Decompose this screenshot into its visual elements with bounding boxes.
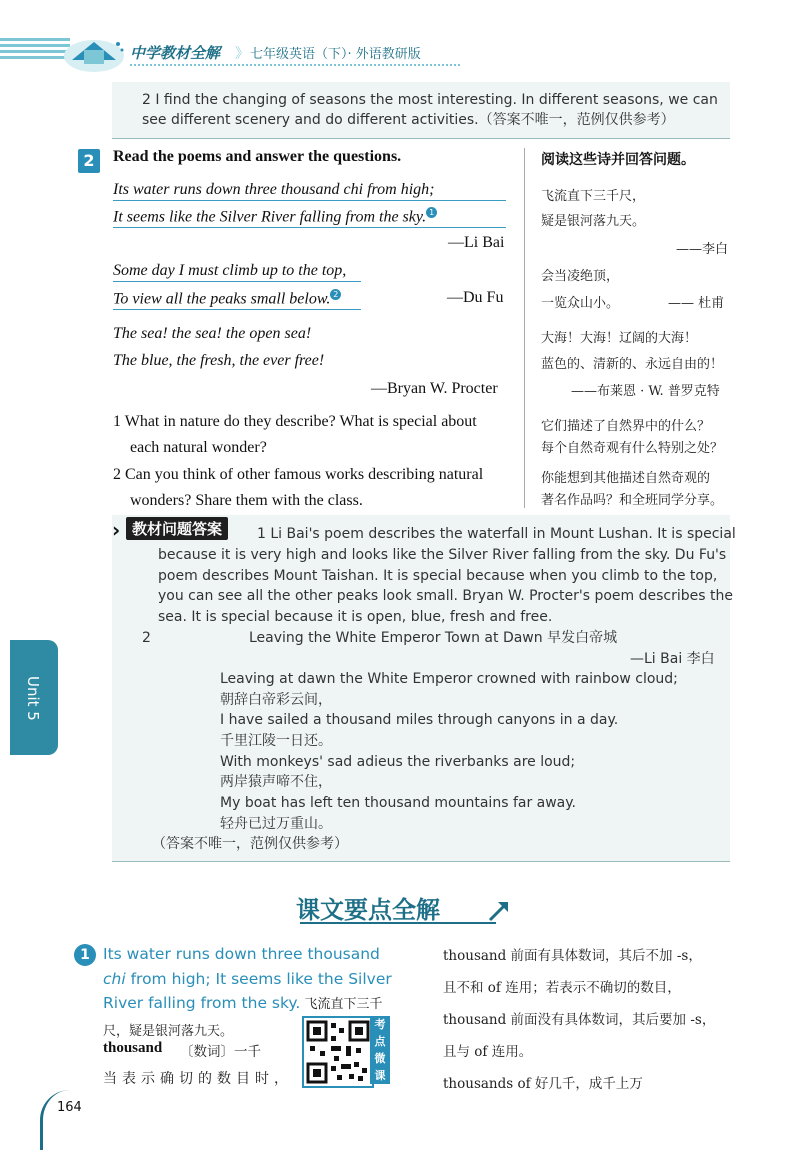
question-1-line1: 1 What in nature do they describe? What is special about — [113, 413, 477, 430]
poem2-line1: Some day I must climb up to the top, — [113, 262, 361, 282]
section-title: Read the poems and answer the questions. — [113, 148, 402, 165]
qr-label: 考点微课 — [370, 1016, 390, 1084]
answer-p1-line5: sea. It is special because it is open, blue, fresh and free. — [158, 609, 553, 625]
explanation-line: 且与 of 连用。 — [443, 1044, 533, 1060]
unit-label: Unit 5 — [24, 676, 42, 721]
explanation-line: thousand 前面有具体数词，其后不加 -s， — [443, 948, 702, 964]
explanation-line: 且不和 of 连用；若表示不确切的数目， — [443, 980, 681, 996]
answer-p2-line: I have sailed a thousand miles through canyons in a day. — [220, 712, 619, 728]
header-separator: 》 — [235, 46, 249, 62]
poem1-line2: It seems like the Silver River falling from the sky. 1 — [113, 207, 506, 228]
poem2-cn-author: —— 杜甫 — [668, 296, 725, 311]
poem1-cn-line2: 疑是银河落九天。 — [541, 214, 646, 229]
question-2-line2: wonders? Share them with the class. — [130, 492, 363, 509]
section-heading: 课文要点全解 — [296, 896, 440, 924]
point1-word: thousand — [103, 1040, 163, 1056]
qr-code-icon[interactable] — [302, 1016, 374, 1088]
question-2-line1: 2 Can you think of other famous works describing natural — [113, 466, 484, 483]
answer-p1-line4: you can see all the other peaks look small. Bryan W. Procter's poem describes the — [158, 588, 733, 604]
poem1-author: —Li Bai — [448, 234, 505, 251]
section-title-cn: 阅读这些诗并回答问题。 — [541, 152, 695, 168]
poem3-line2: The blue, the fresh, the ever free! — [113, 352, 325, 369]
book-logo-icon — [62, 30, 126, 74]
question-1-line2: each natural wonder? — [130, 439, 267, 456]
arrow-up-right-icon — [488, 898, 510, 922]
answer-p2-line: 轻舟已过万重山。 — [220, 816, 332, 832]
chevron-right-icon: › — [112, 518, 121, 542]
point-number: 1 — [74, 944, 96, 966]
question-1-cn-line1: 它们描述了自然界中的什么？ — [541, 419, 711, 434]
poem3-line1: The sea! the sea! the open sea! — [113, 325, 312, 342]
answer-p2-line: Leaving at dawn the White Emperor crowned with rainbow cloud; — [220, 671, 678, 687]
answer-p2-line: My boat has left ten thousand mountains far away. — [220, 795, 577, 811]
explanation-line: thousands of 好几千，成千上万 — [443, 1076, 643, 1092]
header-stripes — [0, 38, 70, 68]
point1-explanation — [443, 940, 743, 1100]
book-title: 中学教材全解 — [130, 44, 221, 62]
point1-sentence: Its water runs down three thousand chi from high; It seems like the Silver River falling from the sky. 飞流直下三千尺，疑是银河落九天。 — [103, 945, 392, 1039]
answer-top-text: 2 I find the changing of seasons the most interesting. In different seasons, we can see different scenery and do different activities.（答案不唯一，范例仅供参考） — [142, 92, 718, 128]
answer-p2-number: 2 — [142, 630, 151, 646]
poem2-cn-line1: 会当凌绝顶， — [541, 269, 620, 284]
answer-p1-line3: poem describes Mount Taishan. It is special because when you climb to the top, — [158, 568, 718, 584]
answer-p1-line1: 1 Li Bai's poem describes the waterfall in Mount Lushan. It is special — [257, 526, 736, 542]
section-number: 2 — [78, 149, 100, 173]
page-number-curve — [40, 1090, 83, 1150]
poem1-cn-author: ——李白 — [676, 242, 729, 257]
answer-p2-line: 两岸猿声啼不住， — [220, 774, 332, 790]
answer-p2-title: Leaving the White Emperor Town at Dawn 早发白帝城 — [249, 630, 618, 646]
answer-p1-line2: because it is very high and looks like the Silver River falling from the sky. Du Fu's — [158, 547, 727, 563]
question-2-cn-line1: 你能想到其他描述自然奇观的 — [541, 471, 711, 486]
page-number: 164 — [57, 1100, 82, 1115]
poem1-cn-line1: 飞流直下三千尺， — [541, 189, 646, 204]
poem3-cn-author: ——布莱恩 · W. 普罗克特 — [571, 384, 720, 399]
column-divider — [524, 148, 525, 508]
answer-p2-line: 千里江陵一日还。 — [220, 733, 332, 749]
answer-p2-line: With monkeys' sad adieus the riverbanks are loud; — [220, 754, 576, 770]
poem1-line1: Its water runs down three thousand chi from high; — [113, 181, 506, 201]
answer-note: （答案不唯一，范例仅供参考） — [152, 836, 348, 852]
footnote-2-icon: 2 — [330, 289, 341, 300]
poem3-author: —Bryan W. Procter — [371, 380, 498, 397]
unit-side-tab — [10, 640, 58, 755]
book-subtitle: 七年级英语（下）· 外语教研版 — [250, 47, 421, 62]
poem2-line2: To view all the peaks small below. 2 — [113, 289, 361, 310]
section-heading-underline — [300, 922, 496, 924]
footnote-1-icon: 1 — [426, 207, 437, 218]
answer-box-top — [112, 82, 730, 139]
poem3-cn-line1: 大海！大海！辽阔的大海！ — [541, 331, 698, 346]
question-1-cn-line2: 每个自然奇观有什么特别之处？ — [541, 441, 724, 456]
question-2-cn-line2: 著名作品吗？和全班同学分享。 — [541, 493, 724, 508]
poem2-cn-line2: 一览众山小。 — [541, 296, 620, 311]
answer-p2-author: —Li Bai 李白 — [630, 651, 715, 667]
header-dotted-line — [130, 64, 460, 66]
poem3-cn-line2: 蓝色的、清新的、永远自由的！ — [541, 357, 724, 372]
answer-badge: 教材问题答案 — [126, 517, 228, 540]
poem2-author: —Du Fu — [447, 289, 504, 306]
point1-pos: 〔数词〕一千 — [180, 1044, 261, 1060]
point1-left-tail: 当表示确切的数目时， — [103, 1071, 293, 1087]
answer-p2-line: 朝辞白帝彩云间， — [220, 692, 332, 708]
explanation-line: thousand 前面没有具体数词，其后要加 -s， — [443, 1012, 716, 1028]
